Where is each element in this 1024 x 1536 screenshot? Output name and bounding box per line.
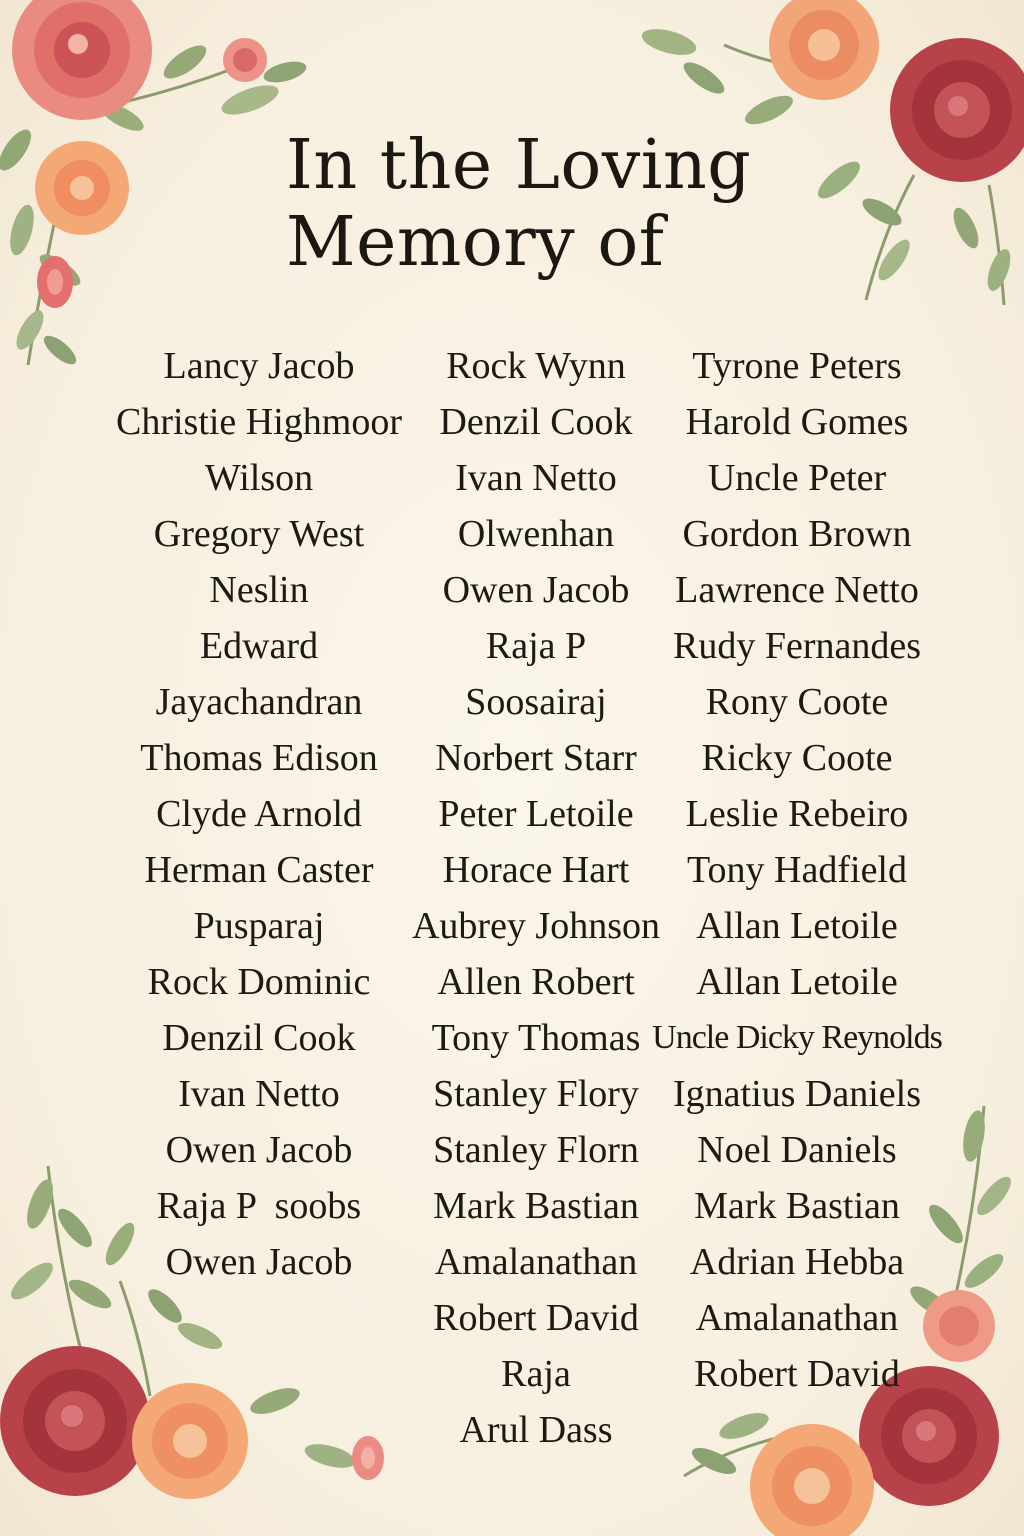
memorial-name: Horace Hart xyxy=(442,849,630,891)
memorial-name: Tony Thomas xyxy=(431,1017,641,1059)
memorial-name: Robert David xyxy=(694,1353,900,1395)
memorial-name: Stanley Flory xyxy=(433,1073,639,1115)
names-column-2 xyxy=(405,338,667,1458)
memorial-name: Raja P soobs xyxy=(156,1185,362,1227)
memorial-name: Stanley Florn xyxy=(433,1129,639,1171)
rose-icon xyxy=(12,0,152,120)
memorial-name: Rony Coote xyxy=(705,681,889,723)
page-title xyxy=(286,128,846,282)
rose-icon xyxy=(890,38,1024,182)
memorial-name: Rock Dominic xyxy=(147,961,371,1003)
memorial-name: Tony Hadfield xyxy=(686,849,907,891)
memorial-name: Adrian Hebba xyxy=(689,1241,905,1283)
names-column-3 xyxy=(652,338,942,1402)
memorial-name: Owen Jacob xyxy=(165,1241,353,1283)
memorial-name: Ivan Netto xyxy=(178,1073,340,1115)
memorial-name: Christie Highmoor xyxy=(115,401,403,443)
memorial-name: Neslin xyxy=(209,569,309,611)
memorial-name: Uncle Dicky Reynolds xyxy=(652,1019,942,1056)
memorial-name: Owen Jacob xyxy=(165,1129,353,1171)
rose-icon xyxy=(769,0,879,100)
title-line-2: Memory of xyxy=(286,202,665,282)
memorial-name: Wilson xyxy=(204,457,314,499)
memorial-name: Edward xyxy=(199,625,319,667)
memorial-name: Clyde Arnold xyxy=(156,793,362,835)
memorial-name: Soosairaj xyxy=(465,681,607,723)
rose-icon xyxy=(223,38,267,82)
memorial-name: Lancy Jacob xyxy=(163,345,355,387)
memorial-name: Robert David xyxy=(433,1297,639,1339)
memorial-name: Arul Dass xyxy=(459,1409,613,1451)
memorial-name: Owen Jacob xyxy=(442,569,630,611)
rose-icon xyxy=(35,141,129,235)
memorial-name: Peter Letoile xyxy=(438,793,634,835)
memorial-name: Allen Robert xyxy=(437,961,635,1003)
memorial-name: Rudy Fernandes xyxy=(672,625,922,667)
memorial-name: Mark Bastian xyxy=(433,1185,639,1227)
rose-icon xyxy=(132,1383,248,1499)
memorial-name: Olwenhan xyxy=(457,513,615,555)
rose-icon xyxy=(0,1346,150,1496)
memorial-name: Denzil Cook xyxy=(439,401,633,443)
memorial-name: Allan Letoile xyxy=(696,905,898,947)
memorial-name: Jayachandran xyxy=(155,681,363,723)
memorial-name: Allan Letoile xyxy=(696,961,898,1003)
names-column-1 xyxy=(98,338,420,1290)
memorial-name: Mark Bastian xyxy=(694,1185,900,1227)
memorial-name: Ricky Coote xyxy=(701,737,893,779)
memorial-name: Lawrence Netto xyxy=(675,569,919,611)
memorial-name: Harold Gomes xyxy=(685,401,909,443)
memorial-name: Amalanathan xyxy=(434,1241,638,1283)
memorial-name: Tyrone Peters xyxy=(692,345,902,387)
memorial-name: Leslie Rebeiro xyxy=(685,793,909,835)
memorial-name: Herman Caster xyxy=(144,849,374,891)
memorial-name: Gregory West xyxy=(153,513,365,555)
rosebud-icon xyxy=(37,256,73,308)
memorial-name: Noel Daniels xyxy=(697,1129,897,1171)
memorial-name: Ignatius Daniels xyxy=(672,1073,921,1115)
memorial-name: Uncle Peter xyxy=(707,457,887,499)
memorial-name: Ivan Netto xyxy=(455,457,617,499)
memorial-name: Norbert Starr xyxy=(435,737,637,779)
memorial-name: Amalanathan xyxy=(695,1297,899,1339)
memorial-name: Denzil Cook xyxy=(162,1017,356,1059)
memorial-name: Aubrey Johnson xyxy=(411,905,661,947)
title-line-1: In the Loving xyxy=(286,126,752,205)
rosebud-icon xyxy=(352,1436,384,1480)
memorial-name: Gordon Brown xyxy=(682,513,912,555)
memorial-name: Thomas Edison xyxy=(140,737,378,779)
memorial-name: Raja xyxy=(501,1353,571,1395)
memorial-name: Rock Wynn xyxy=(446,345,626,387)
memorial-name: Pusparaj xyxy=(193,905,325,947)
memorial-name: Raja P xyxy=(485,625,587,667)
